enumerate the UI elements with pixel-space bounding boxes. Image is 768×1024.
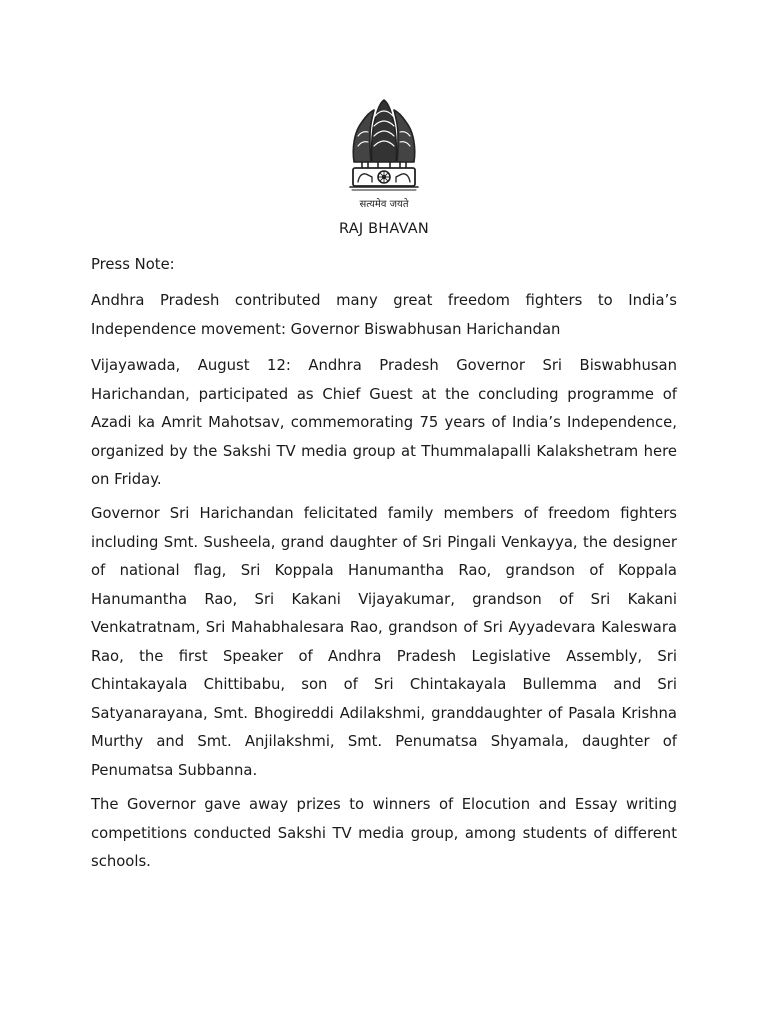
paragraph: The Governor gave away prizes to winners of Elocution and Essay writing competitions conducted Sakshi TV media group, among students of different schools.: [91, 796, 677, 870]
page-title: RAJ BHAVAN: [339, 221, 429, 237]
state-emblem-icon: [344, 92, 424, 200]
paragraph: Vijayawada, August 12: Andhra Pradesh Governor Sri Biswabhusan Harichandan, participated as Chief Guest at the concluding programme of Azadi ka Amrit Mahotsav, commemorating 75 years of India’s Independence, organized by the Sakshi TV media group at Thummalapalli Kalakshetram here on Friday.: [91, 357, 677, 488]
headline: Andhra Pradesh contributed many great freedom fighters to India’s Independence movement: Governor Biswabhusan Harichandan: [91, 292, 677, 338]
paragraph: Governor Sri Harichandan felicitated family members of freedom fighters including Smt. Susheela, grand daughter of Sri Pingali Venkayya, the designer of national flag, Sri Koppala Hanumantha Rao, grandson of Koppala Hanumantha Rao, Sri Kakani Vijayakumar, grandson of Sri Kakani Venkatratnam, Sri Mahabhalesara Rao, grandson of Sri Ayyadevara Kaleswara Rao, the first Speaker of Andhra Pradesh Legislative Assembly, Sri Chintakayala Chittibabu, son of Sri Chintakayala Bullemma and Sri Satyanarayana, Smt. Bhogireddi Adilakshmi, granddaughter of Pasala Krishna Murthy and Smt. Anjilakshmi, Smt. Penumatsa Shyamala, daughter of Penumatsa Subbanna.: [91, 505, 677, 779]
press-note-label: Press Note:: [91, 256, 175, 273]
emblem-motto: सत्यमेव जयते: [359, 199, 409, 210]
